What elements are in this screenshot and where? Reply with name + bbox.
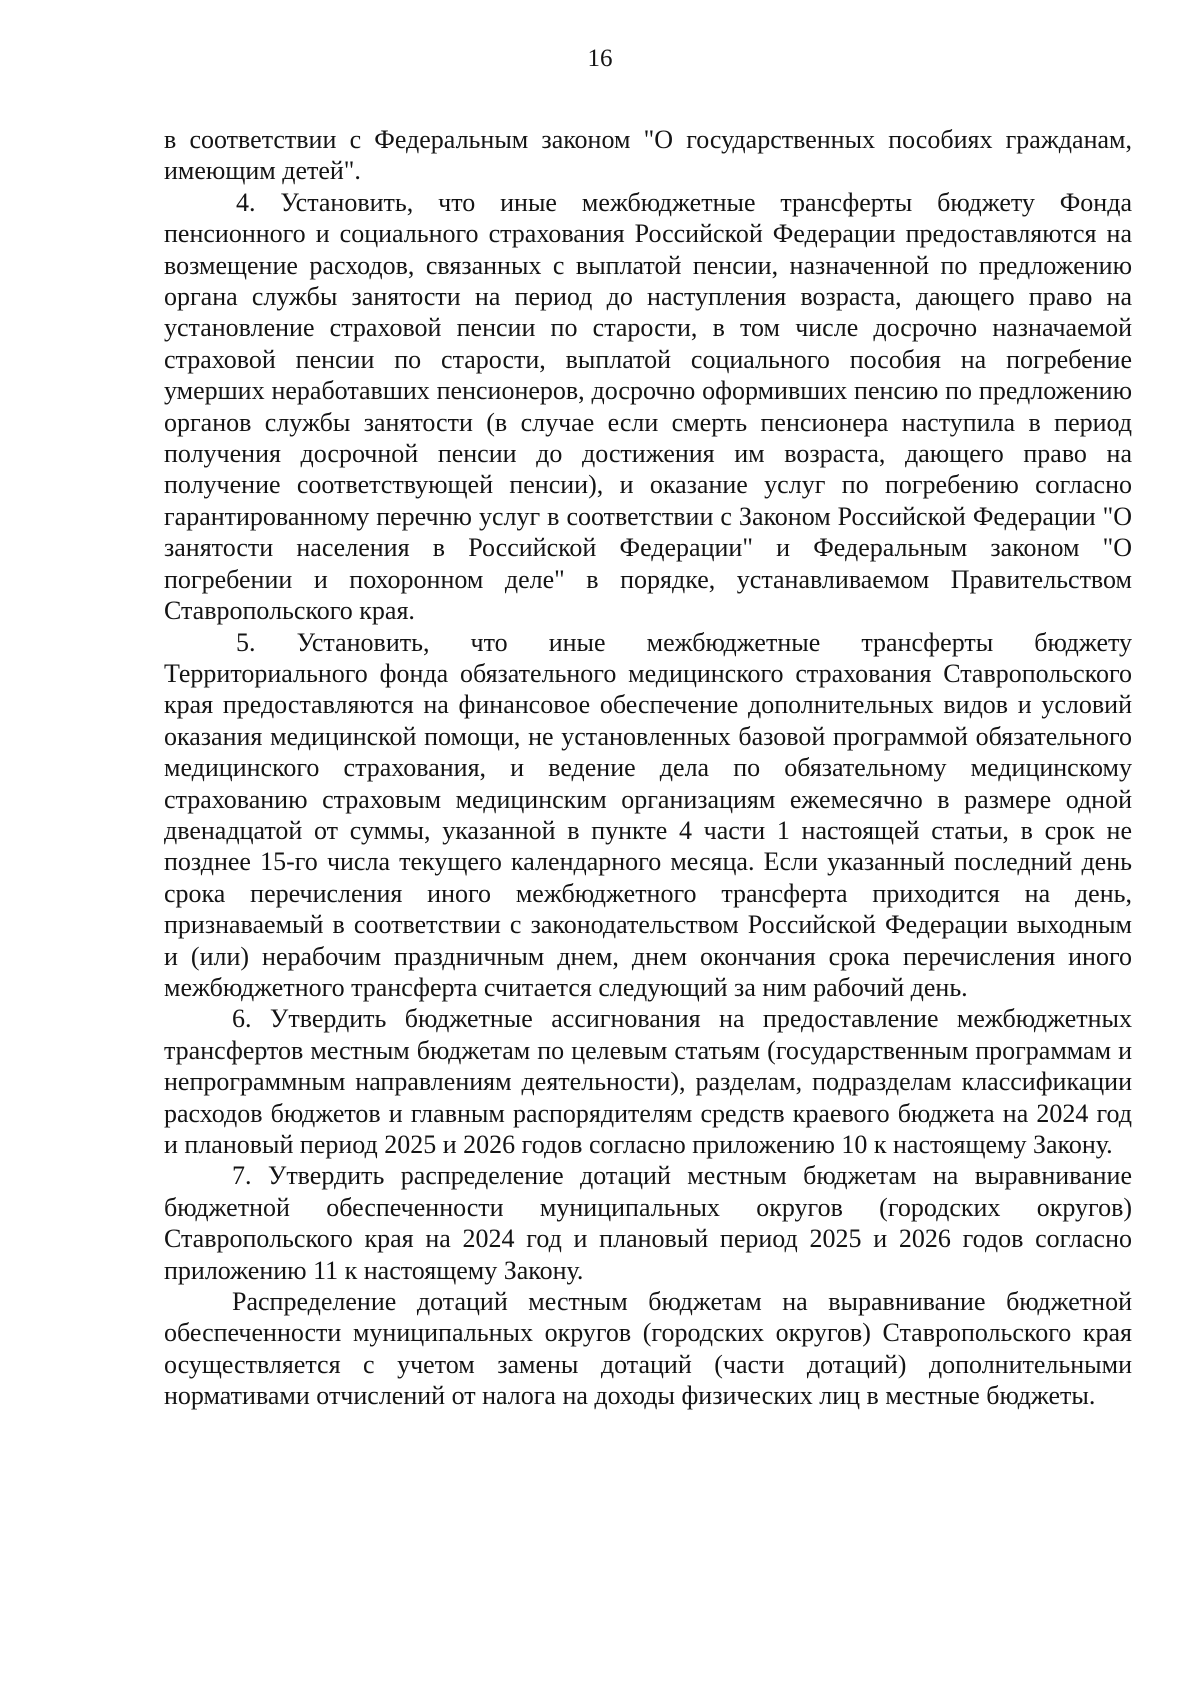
paragraph-continuation: в соответствии с Федеральным законом "О государственных пособиях гражданам, имеющим детей".: [164, 125, 1132, 186]
paragraph-item-7: 7. Утвердить распределение дотаций местным бюджетам на выравнивание бюджетной обеспеченности муниципальных округов (городских округов) Ставропольского края на 2024 год и плановый период 2025 и 2026 годов согласно приложению 11 к настоящему Закону.: [164, 1161, 1132, 1285]
page-number: 16: [587, 45, 613, 72]
paragraph-item-5: 5. Установить, что иные межбюджетные трансферты бюджету Территориального фонда обязательного медицинского страхования Ставропольского края предоставляются на финансовое обеспечение дополнительных видов и условий оказания медицинской помощи, не установленных базовой программой обязательного медицинского страхования, и ведение дела по обязательному медицинскому страхованию страховым медицинским организациям ежемесячно в размере одной двенадцатой от суммы, указанной в пункте 4 части 1 настоящей статьи, в срок не позднее 15-го числа текущего календарного месяца. Если указанный последний день срока перечисления иного межбюджетного трансферта приходится на день, признаваемый в соответствии с законодательством Российской Федерации выходным и (или) нерабочим праздничным днем, днем окончания срока перечисления иного межбюджетного трансферта считается следующий за ним рабочий день.: [164, 627, 1132, 1002]
paragraph-item-6: 6. Утвердить бюджетные ассигнования на предоставление межбюджетных трансфертов местным бюджетам по целевым статьям (государственным программам и непрограммным направлениям деятельности), разделам, подразделам классификации расходов бюджетов и главным распорядителям средств краевого бюджета на 2024 год и плановый период 2025 и 2026 годов согласно приложению 10 к настоящему Закону.: [164, 1004, 1132, 1159]
paragraph-item-4: 4. Установить, что иные межбюджетные трансферты бюджету Фонда пенсионного и социального страхования Российской Федерации предоставляются на возмещение расходов, связанных с выплатой пенсии, назначенной по предложению органа службы занятости на период до наступления возраста, дающего право на установление страховой пенсии по старости, в том числе досрочно назначаемой страховой пенсии по старости, выплатой социального пособия на погребение умерших неработавших пенсионеров, досрочно оформивших пенсию по предложению органов службы занятости (в случае если смерть пенсионера наступила в период получения досрочной пенсии до достижения им возраста, дающего право на получение соответствующей пенсии), и оказание услуг по погребению согласно гарантированному перечню услуг в соответствии с Законом Российской Федерации "О занятости населения в Российской Федерации" и Федеральным законом "О погребении и похоронном деле" в порядке, устанавливаемом Правительством Ставропольского края.: [164, 187, 1132, 626]
paragraph-distribution: Распределение дотаций местным бюджетам на выравнивание бюджетной обеспеченности муниципальных округов (городских округов) Ставропольского края осуществляется с учетом замены дотаций (части дотаций) дополнительными нормативами отчислений от налога на доходы физических лиц в местные бюджеты.: [164, 1287, 1132, 1411]
document-body: [164, 124, 1132, 1412]
